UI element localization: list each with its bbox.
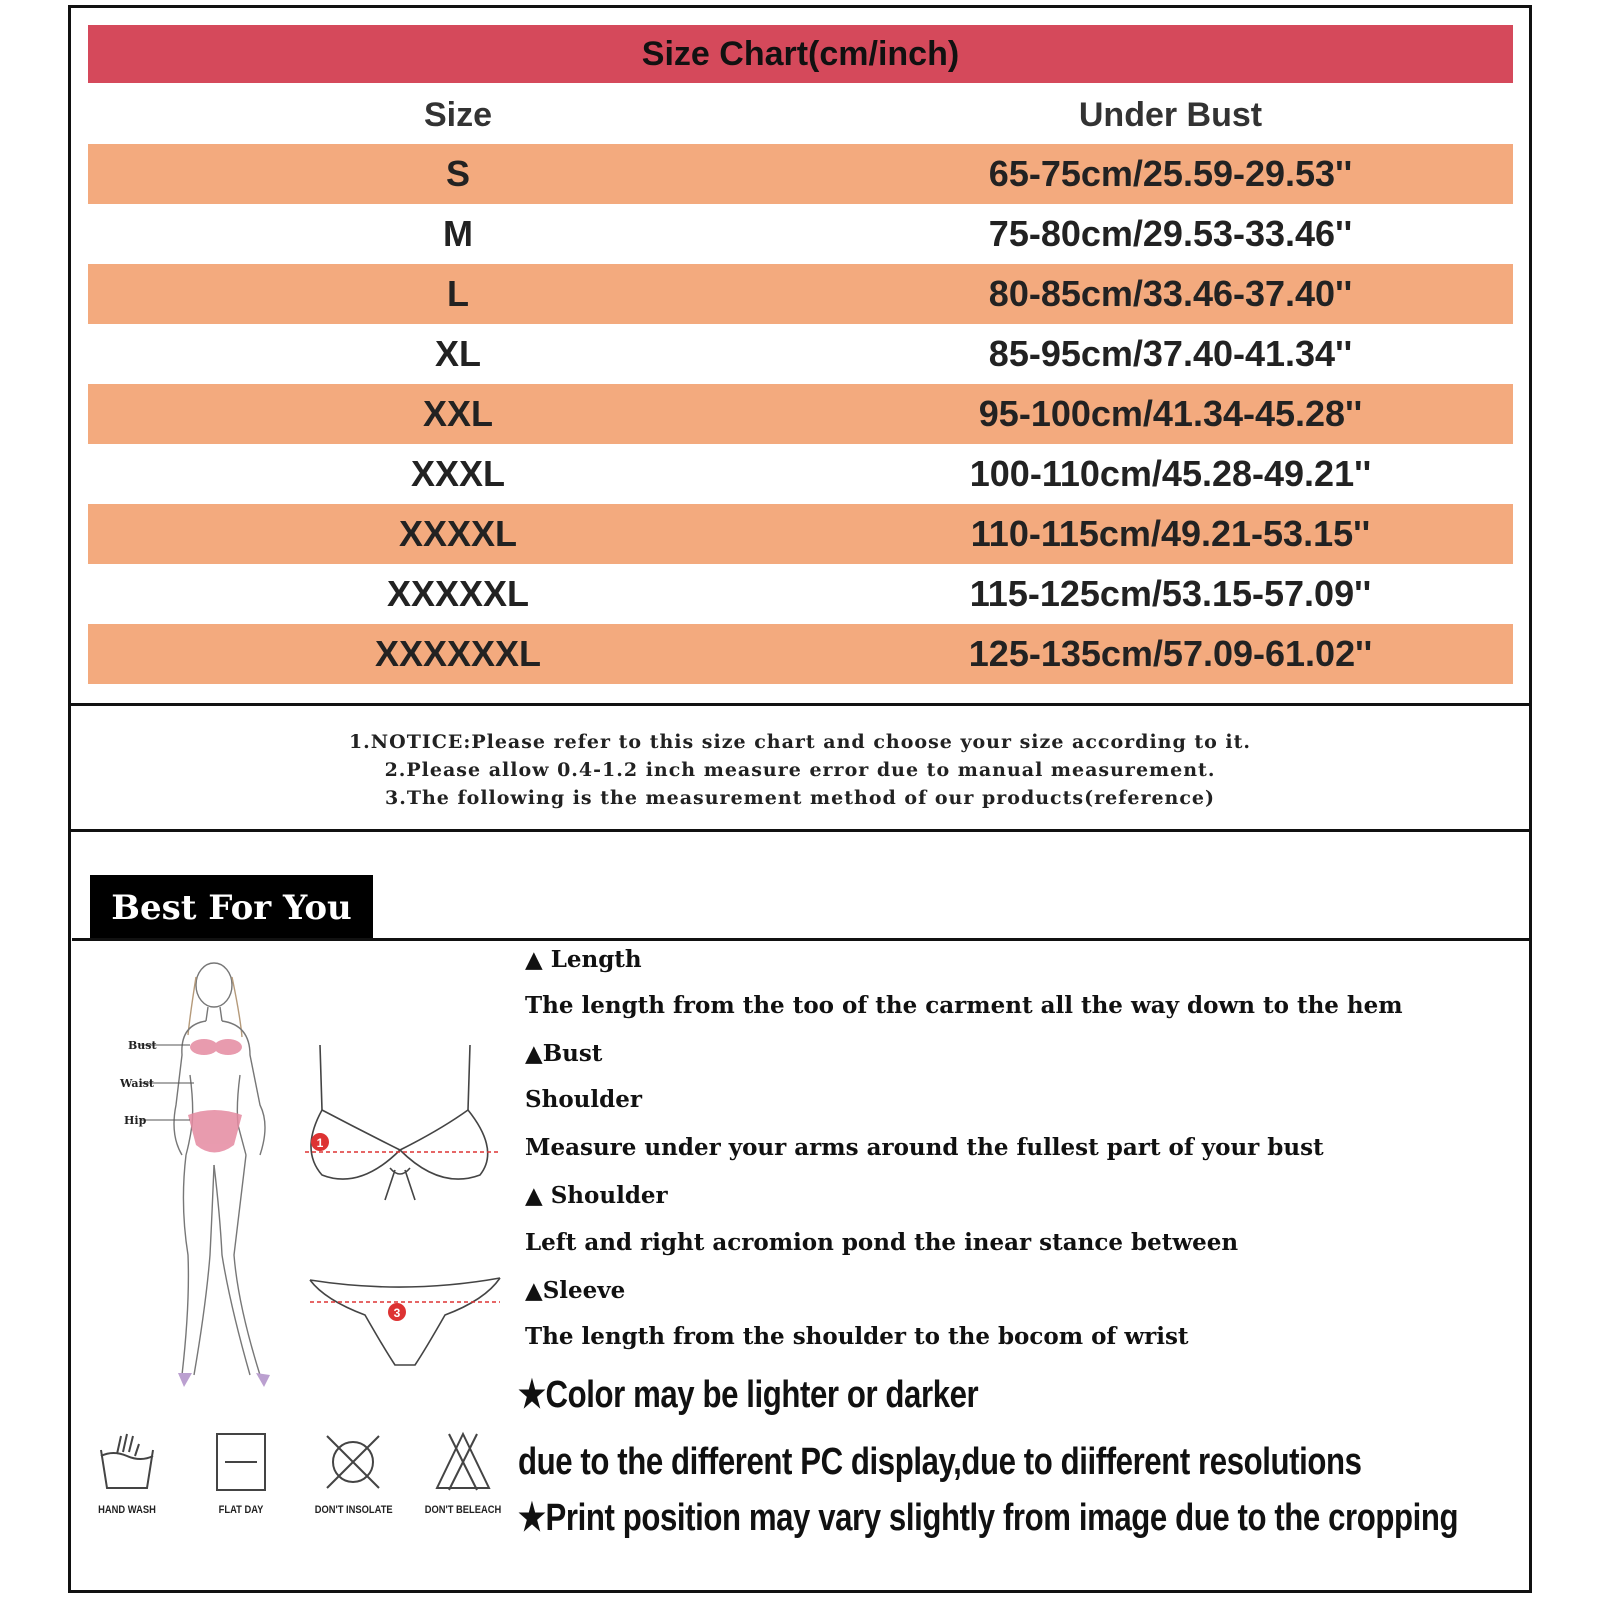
bust-text: Measure under your arms around the fullest part of your bust [525,1134,1324,1161]
dont-bleach-label: DON'T BELEACH [424,1504,502,1516]
hip-label: Hip [124,1114,147,1127]
table-header-row [88,86,1513,144]
waist-label: Waist [120,1077,154,1090]
length-heading: ▲ Length [525,946,642,973]
section-divider [68,829,1532,832]
dont-insolate-label: DON'T INSOLATE [314,1504,393,1516]
marker-3-label: 3 [393,1306,401,1320]
care-item-flat-dry [196,1430,286,1516]
notice-line-3: 3.The following is the measurement method of our products(reference) [384,787,1215,809]
hand-wash-label: HAND WASH [98,1504,156,1516]
bust-label: Bust [128,1039,157,1052]
notice-block [68,728,1532,812]
table-row [88,504,1513,564]
table-row [88,384,1513,444]
size-cell: XXL [422,393,493,434]
table-row [88,324,1513,384]
table-row [88,564,1513,624]
under-bust-cell: 95-100cm/41.34-45.28'' [978,393,1363,434]
color-note-2: due to the different PC display,due to diifferent resolutions [518,1441,1362,1483]
model-figure-illustration [110,955,300,1415]
flat-dry-icon [209,1430,273,1494]
under-bust-cell: 125-135cm/57.09-61.02'' [968,633,1373,674]
size-cell: S [445,153,470,194]
size-cell: XXXXXL [386,573,530,614]
length-text: The length from the too of the carment all the way down to the hem [525,992,1403,1019]
sleeve-text: The length from the shoulder to the bocom of wrist [525,1323,1189,1350]
table-row [88,144,1513,204]
care-item-dont-bleach [418,1430,508,1516]
size-chart-table [88,86,1513,684]
table-row [88,204,1513,264]
notice-line-2: 2.Please allow 0.4-1.2 inch measure error due to manual measurement. [384,759,1216,781]
section-divider [68,703,1532,706]
best-for-you-underline [72,938,1530,941]
shoulder-heading: ▲ Shoulder [525,1182,668,1209]
bust-subheading: Shoulder [525,1086,642,1113]
under-bust-cell: 75-80cm/29.53-33.46'' [988,213,1353,254]
under-bust-cell: 100-110cm/45.28-49.21'' [969,453,1372,494]
shoulder-text: Left and right acromion pond the inear stance between [525,1229,1239,1256]
panty-outline-illustration [305,1270,505,1370]
size-chart-title: Size Chart(cm/inch) [88,25,1513,83]
size-cell: XXXXXXL [374,633,542,674]
hand-wash-icon [95,1430,159,1494]
size-cell: M [443,213,473,254]
under-bust-cell: 85-95cm/37.40-41.34'' [988,333,1353,374]
dont-insolate-icon [321,1430,385,1494]
care-item-dont-insolate [308,1430,398,1516]
size-cell: XL [434,333,481,374]
size-cell: XXXXL [398,513,518,554]
notice-line-1: 1.NOTICE:Please refer to this size chart and choose your size according to it. [348,731,1252,753]
under-bust-cell: 115-125cm/53.15-57.09'' [969,573,1372,614]
table-row [88,624,1513,684]
size-cell: L [447,273,469,314]
header-under-bust: Under Bust [1078,95,1263,134]
care-item-hand-wash [82,1430,172,1516]
color-note-1: ★Color may be lighter or darker [518,1374,979,1416]
under-bust-cell: 80-85cm/33.46-37.40'' [988,273,1353,314]
print-note: ★Print position may vary slightly from image due to the cropping [518,1497,1459,1539]
under-bust-cell: 110-115cm/49.21-53.15'' [970,513,1371,554]
bra-outline-illustration [300,1040,510,1220]
size-cell: XXXL [410,453,506,494]
best-for-you-title: Best For You [90,875,373,941]
header-size: Size [423,95,493,134]
marker-1-label: 1 [316,1136,324,1150]
bust-heading: ▲Bust [525,1040,603,1067]
sleeve-heading: ▲Sleeve [525,1277,626,1304]
dont-bleach-icon [431,1430,495,1494]
flat-dry-label: FLAT DAY [218,1504,264,1516]
under-bust-cell: 65-75cm/25.59-29.53'' [988,153,1353,194]
table-row [88,444,1513,504]
table-row [88,264,1513,324]
